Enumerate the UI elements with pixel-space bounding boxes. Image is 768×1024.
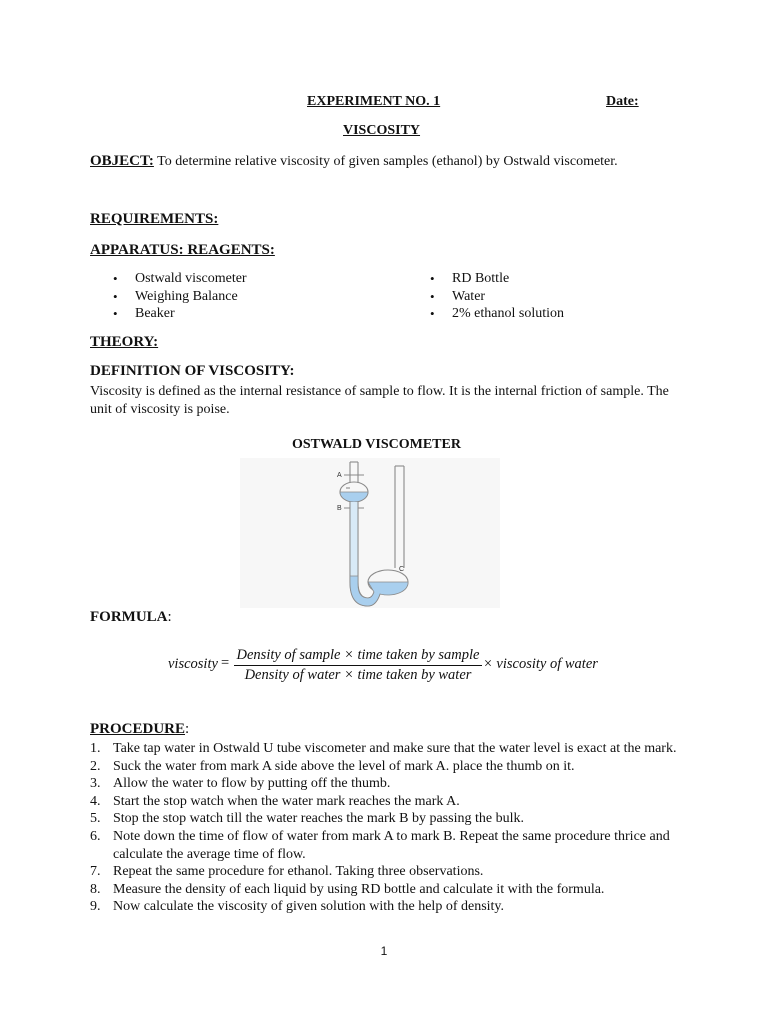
procedure-label: PROCEDURE [90, 721, 186, 737]
list-item: 1. Take tap water in Ostwald U tube viscometer and make sure that the water level is exact at the mark. [90, 741, 677, 756]
list-item: • Water [430, 288, 486, 304]
list-item: 2. Suck the water from mark A side above the level of mark A. place the thumb on it. [90, 758, 575, 774]
bullet: • [113, 306, 118, 321]
formula-label: FORMULA [90, 609, 168, 625]
list-item: 5. Stop the stop watch till the water reaches the mark B by passing the bulk. [90, 811, 524, 827]
experiment-heading: EXPERIMENT NO. 1 [307, 94, 441, 109]
bullet: • [430, 288, 435, 304]
bullet: • [430, 271, 435, 286]
requirements-heading: REQUIREMENTS: [90, 211, 219, 227]
list-item: 6. Note down the time of flow of water from mark A to mark B. Repeat the same procedure thrice and calculate the average time of flow. [90, 828, 670, 862]
list-item: • Beaker [113, 306, 175, 321]
list-item: 4. Start the stop watch when the water mark reaches the mark A. [90, 793, 460, 809]
formula-numerator: Density of sample × time taken by sample [234, 646, 482, 666]
bullet: • [113, 288, 118, 304]
liquid-capillary [351, 502, 358, 582]
list-item: • RD Bottle [430, 271, 510, 286]
formula-lhs: viscosity [168, 656, 218, 672]
procedure-heading [90, 721, 189, 738]
object-text: To determine relative viscosity of given samples (ethanol) by Ostwald viscometer. [153, 154, 618, 169]
page-number: 1 [380, 944, 388, 958]
definition-text: Viscosity is defined as the internal resistance of sample to flow. It is the internal friction of sample. The unit of viscosity is poise. [90, 384, 669, 417]
bullet: • [430, 306, 435, 321]
list-item: 3. Allow the water to flow by putting off the thumb. [90, 776, 391, 792]
list-item: 7. Repeat the same procedure for ethanol. Taking three observations. [90, 864, 484, 880]
procedure-colon: : [185, 721, 190, 737]
formula-heading [90, 609, 172, 626]
ostwald-viscometer-figure [240, 458, 500, 608]
mark-label-c: C [399, 566, 405, 573]
list-item: • Weighing Balance [113, 288, 238, 304]
list-item: 8. Measure the density of each liquid by using RD bottle and calculate it with the formula. [90, 881, 605, 897]
bullet: • [113, 271, 118, 286]
definition-heading: DEFINITION OF VISCOSITY: [90, 363, 295, 379]
formula-denominator: Density of water × time taken by water [244, 667, 472, 683]
page-title: VISCOSITY [343, 123, 421, 138]
formula-colon: : [167, 609, 172, 625]
mark-label-a: A [337, 472, 342, 479]
formula-rhs: × viscosity of water [483, 656, 598, 672]
date-label: Date: [606, 94, 639, 109]
theory-heading: THEORY: [90, 334, 159, 350]
mark-label-b: B [337, 505, 342, 512]
apparatus-list-left [90, 270, 247, 323]
list-item: 9. Now calculate the viscosity of given solution with the help of density. [90, 899, 505, 915]
apparatus-list-right [407, 270, 564, 323]
list-item: • Ostwald viscometer [113, 271, 247, 286]
procedure-list [90, 740, 680, 916]
apparatus-heading: APPARATUS: REAGENTS: [90, 242, 275, 258]
figure-title: OSTWALD VISCOMETER [292, 437, 461, 452]
formula-fraction [234, 646, 482, 685]
object-line [90, 153, 618, 170]
list-item: • 2% ethanol solution [430, 306, 564, 321]
object-label: OBJECT: [90, 153, 154, 169]
formula-equals: = [221, 655, 230, 671]
